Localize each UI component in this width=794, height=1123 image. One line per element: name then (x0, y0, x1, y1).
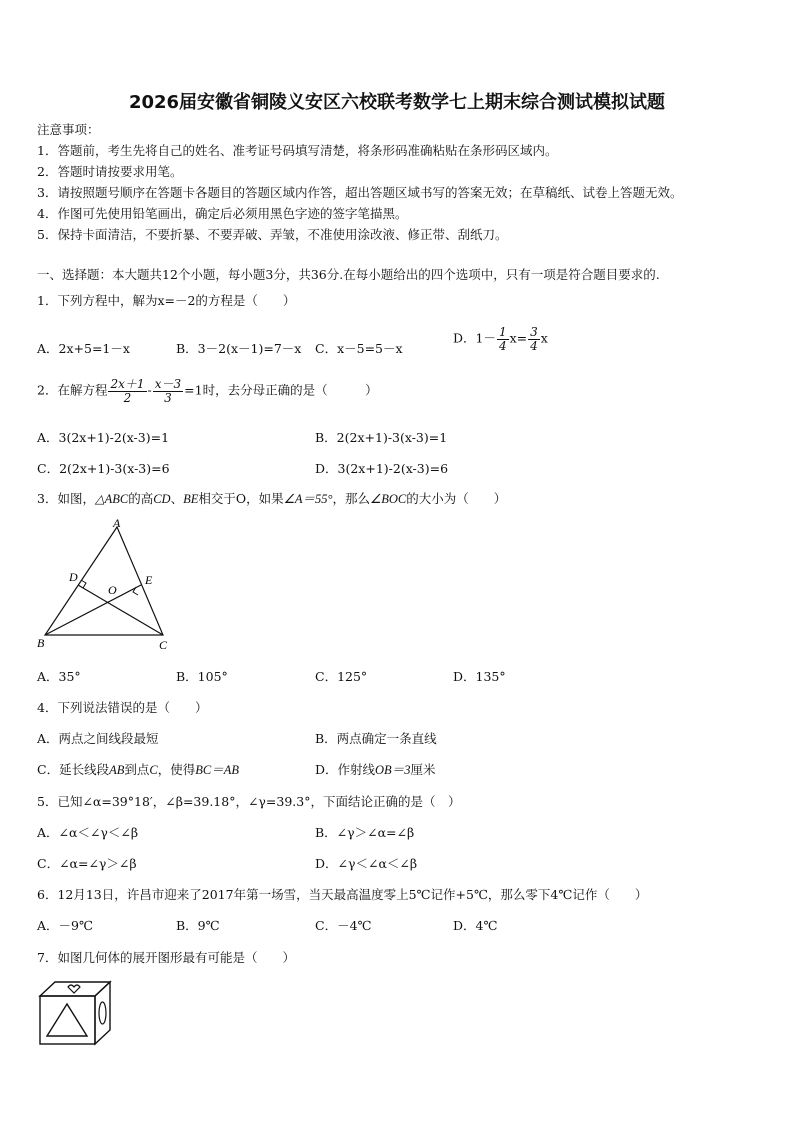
q4-d-equation: OB＝3 (375, 763, 411, 777)
label-a: A (113, 516, 121, 530)
notice-item-3: 3．请按照题号顺序在答题卡各题目的答题区域内作答，超出答题区域书写的答案无效；在草稿纸、试卷上答题无效。 (37, 185, 683, 200)
notice-item-2: 2．答题时请按要求用笔。 (37, 164, 183, 179)
q2-stem (37, 378, 378, 404)
q3-be: BE (183, 492, 199, 506)
altitude-cd (78, 585, 163, 635)
q2-f1-den: 2 (123, 390, 132, 405)
label-e: E (145, 573, 153, 587)
q3-option-a: A．35° (37, 669, 81, 684)
q2-prefix: 2．在解方程 (37, 382, 108, 398)
notice-item-4: 4．作图可先使用铅笔画出，确定后必须用黑色字迹的签字笔描黑。 (37, 206, 408, 221)
q3-stem-part-6: 的大小为（ ） (406, 491, 507, 506)
notice-heading: 注意事项： (37, 122, 100, 137)
q4-option-c (37, 760, 239, 778)
q3-stem (37, 489, 506, 507)
q5-option-a: A．∠α＜∠γ＜∠β (37, 825, 139, 840)
q1-option-a: A．2x+5=1－x (37, 341, 130, 356)
cube-front-face (40, 996, 95, 1044)
q1-d-f1-num: 1 (498, 325, 507, 339)
q1-d-f2-den: 4 (530, 338, 538, 353)
q3-option-c: C．125° (315, 669, 368, 684)
q2-f2-num: x－3 (154, 377, 182, 391)
q3-stem-part-1: 3．如图， (37, 491, 95, 506)
q2-fraction-2 (153, 378, 183, 404)
q4-c-ab: AB (109, 763, 125, 777)
q3-angle-boc: ∠BOC (369, 492, 407, 506)
q6-stem: 6．12月13日，许昌市迎来了2017年第一场雪，当天最高温度零上5℃记作+5℃，那么零下4℃记作（ ） (37, 887, 648, 902)
q3-angle-a: ∠A＝55° (283, 492, 333, 506)
q2-option-d: D．3(2x+1)-2(x-3)=6 (315, 461, 449, 476)
q2-f2-den: 3 (164, 390, 172, 405)
q2-suffix: =1时，去分母正确的是（ ） (184, 382, 378, 398)
q6-option-b: B．9℃ (176, 918, 220, 933)
q1-option-d (453, 326, 548, 352)
q1-option-b: B．3－2(x－1)=7－x (176, 341, 302, 356)
q4-c-equation: BC＝AB (195, 763, 239, 777)
q4-c-part-1: C．延长线段 (37, 762, 110, 777)
q4-d-part-1: D．作射线 (315, 762, 376, 777)
q3-triangle: △ABC (94, 492, 129, 506)
page-title: 2026届安徽省铜陵义安区六校联考数学七上期末综合测试模拟试题 (128, 92, 666, 113)
q1-d-mid: x= (509, 330, 528, 346)
heart-symbol (68, 985, 80, 993)
q7-cube-figure (35, 978, 115, 1048)
q4-stem: 4．下列说法错误的是（ ） (37, 700, 208, 715)
q5-stem: 5．已知∠α=39°18′，∠β=39.18°，∠γ=39.3°，下面结论正确的是（ ） (37, 794, 461, 809)
label-o: O (108, 583, 117, 597)
label-d: D (69, 570, 78, 584)
q4-d-part-2: 厘米 (410, 762, 436, 777)
q6-option-d: D．4℃ (453, 918, 498, 933)
q1-d-f2-num: 3 (530, 325, 538, 339)
q1-stem: 1．下列方程中，解为x=－2的方程是（ ） (37, 293, 296, 308)
cube-top-face (40, 982, 110, 996)
q2-minus: - (147, 382, 152, 398)
altitude-be (45, 585, 141, 635)
q7-stem: 7．如图几何体的展开图形最有可能是（ ） (37, 950, 295, 965)
cube-right-face (95, 982, 110, 1044)
notice-item-5: 5．保持卡面清洁，不要折暴、不要弄破、弄皱，不准使用涂改液、修正带、刮纸刀。 (37, 227, 508, 242)
label-c: C (159, 638, 168, 652)
section-heading: 一、选择题：本大题共12个小题，每小题3分，共36分.在每小题给出的四个选项中，只有一项是符合题目要求的. (37, 267, 660, 282)
q6-option-a: A．－9℃ (37, 918, 93, 933)
q4-option-a: A．两点之间线段最短 (37, 731, 159, 746)
q6-option-c: C．－4℃ (315, 918, 372, 933)
q5-option-c: C．∠α=∠γ＞∠β (37, 856, 137, 871)
q1-d-fraction-2 (528, 326, 540, 352)
q3-stem-part-3: 、 (170, 491, 184, 506)
q3-option-d: D．135° (453, 669, 506, 684)
q2-fraction-1 (108, 378, 146, 404)
q4-option-d (315, 760, 435, 778)
q2-option-a: A．3(2x+1)-2(x-3)=1 (37, 430, 170, 445)
q1-d-suffix: x (540, 330, 548, 346)
q5-option-b: B．∠γ＞∠α=∠β (315, 825, 415, 840)
q3-option-b: B．105° (176, 669, 228, 684)
q1-d-fraction-1 (497, 326, 509, 352)
q3-stem-part-4: 相交于O，如果 (198, 491, 284, 506)
q3-stem-part-5: ，那么 (332, 491, 370, 506)
q3-triangle-figure (35, 515, 180, 655)
q1-d-prefix: D．1－ (453, 330, 496, 346)
q1-d-f1-den: 4 (498, 338, 507, 353)
q4-c-point: C (149, 763, 158, 777)
q3-cd: CD (153, 492, 171, 506)
label-b: B (37, 636, 45, 650)
notice-item-1: 1．答题前，考生先将自己的姓名、准考证号码填写清楚，将条形码准确粘贴在条形码区域内。 (37, 143, 558, 158)
q2-option-b: B．2(2x+1)-3(x-3)=1 (315, 430, 448, 445)
q4-c-part-3: ，使得 (157, 762, 196, 777)
q2-option-c: C．2(2x+1)-3(x-3)=6 (37, 461, 170, 476)
oval-symbol (99, 1002, 106, 1024)
q4-c-part-2: 到点 (124, 762, 150, 777)
q2-f1-num: 2x＋1 (110, 377, 145, 391)
q3-stem-part-2: 的高 (128, 491, 154, 506)
triangle-symbol (47, 1004, 87, 1036)
q4-option-b: B．两点确定一条直线 (315, 731, 437, 746)
q1-option-c: C．x－5=5－x (315, 341, 403, 356)
q5-option-d: D．∠γ＜∠α＜∠β (315, 856, 418, 871)
